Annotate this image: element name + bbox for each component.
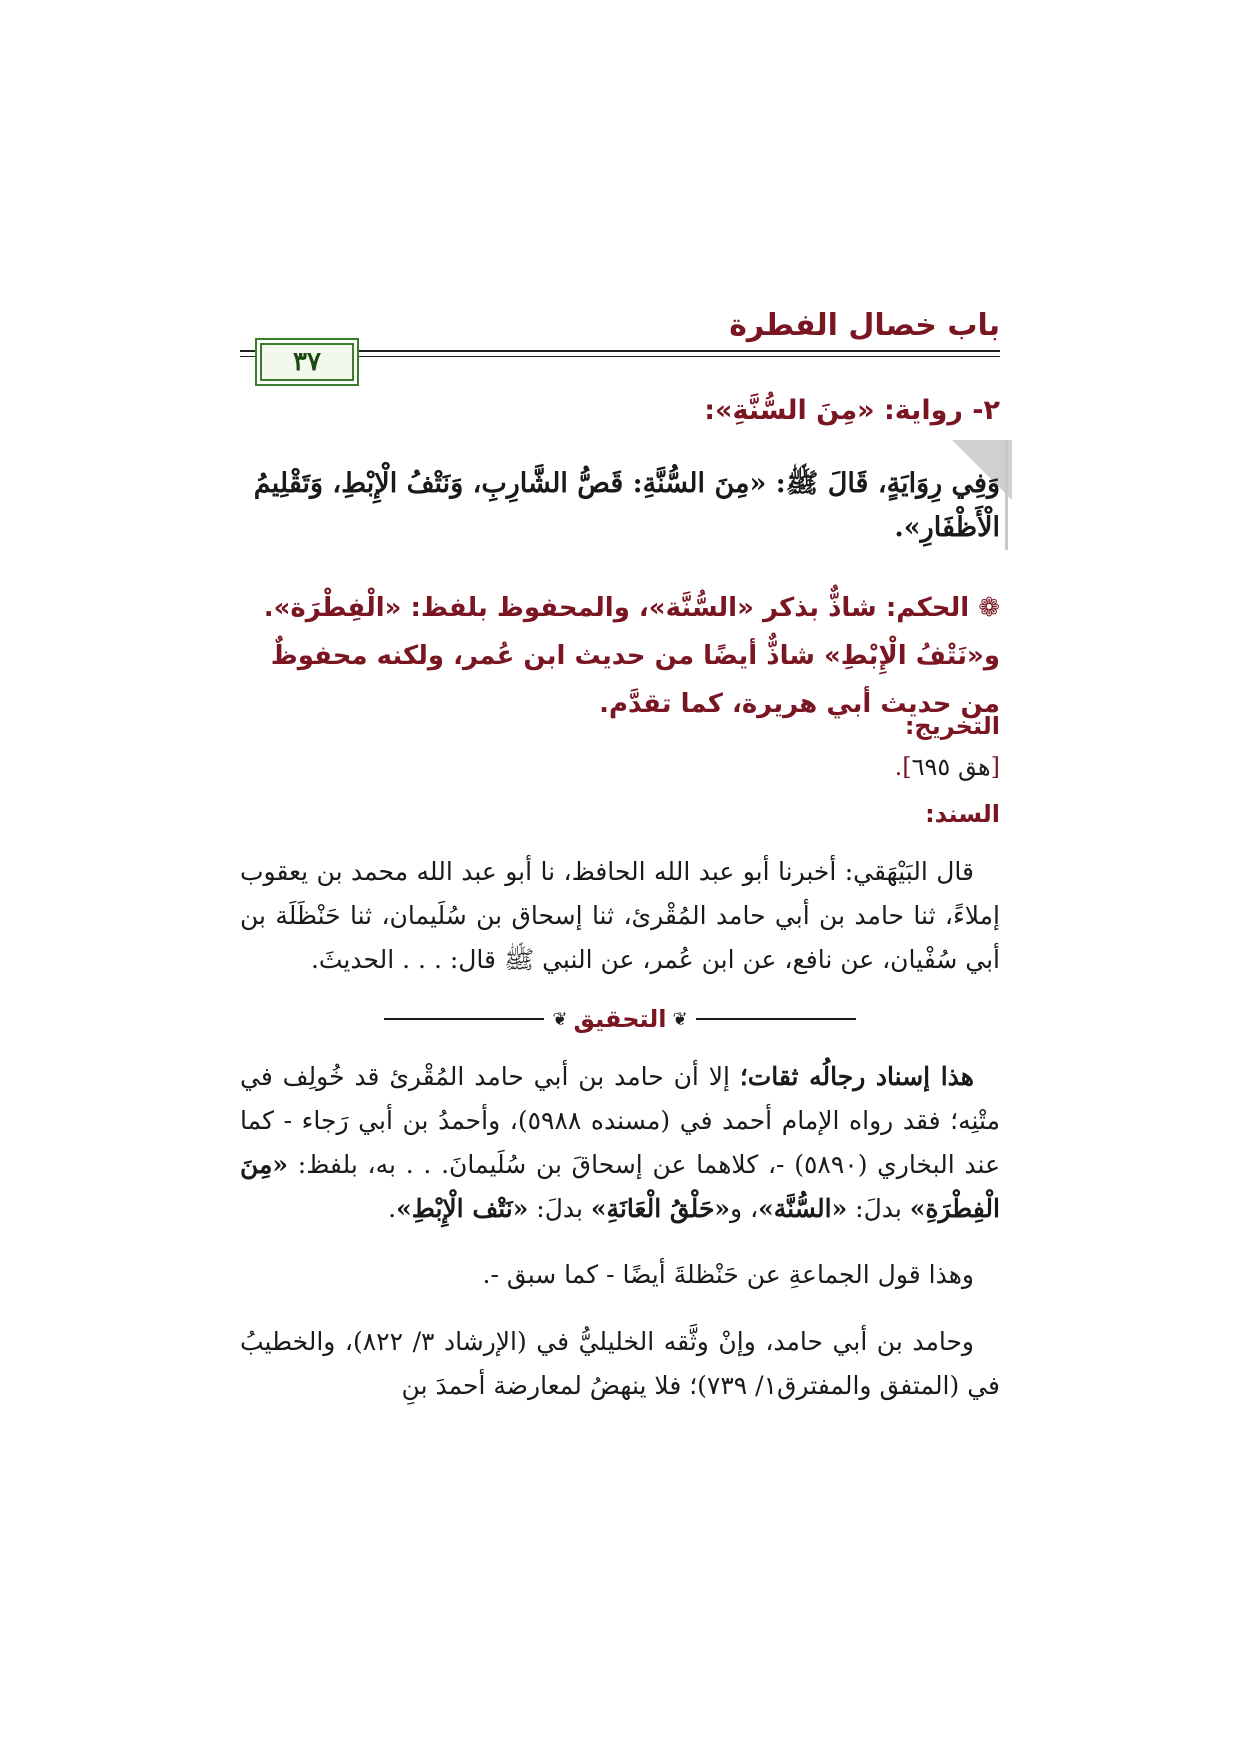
sanad-heading: السند: xyxy=(925,800,1000,828)
takhrij-reference xyxy=(895,753,1000,781)
verdict-block xyxy=(240,584,1000,728)
tahqiq-paragraph-3: وحامد بن أبي حامد، وإنْ وثَّقه الخليليُّ في (الإرشاد ٣/ ٨٢٢)، والخطيبُ في (المتفق والمفترق١/ ٧٣٩)؛ فلا ينهضُ لمعارضة أحمدَ بنِ xyxy=(240,1327,1000,1400)
sanad-text: قال البَيْهَقي: أخبرنا أبو عبد الله الحافظ، نا أبو عبد الله محمد بن يعقوب إملاءً، ثنا حامد بن أبي حامد المُقْرئ، ثنا إسحاق بن سُلَيمان، ثنا حَنْظَلَة بن أبي سُفْيان، عن نافع، عن ابن عُمر، عن النبي ﷺ قال: . . . الحديثَ. xyxy=(240,857,1000,974)
tahqiq-p1-mid-2: ، و xyxy=(730,1194,759,1223)
verdict-label: الحكم: xyxy=(885,593,970,623)
tahqiq-p1-quote-2: «السُّنَّة» xyxy=(758,1194,848,1223)
tahqiq-p1-quote-4: «نَتْف الْإِبْطِ» xyxy=(396,1194,529,1223)
page-number-badge xyxy=(255,338,359,386)
tahqiq-paragraph-2: وهذا قول الجماعةِ عن حَنْظلةَ أيضًا - كما سبق -. xyxy=(482,1260,974,1289)
divider-line-right xyxy=(696,1018,856,1020)
verdict-text: شاذٌّ بذكر «السُّنَّة»، والمحفوظ بلفظ: «الْفِطْرَة». و«نَتْفُ الْإِبْطِ» شاذٌّ أيضًا من حديث ابن عُمر، ولكنه محفوظٌ من حديث أبي هريرة، كما تقدَّم. xyxy=(263,593,1000,719)
tahqiq-paragraph-1 xyxy=(240,1055,1000,1231)
flower-icon: ❁ xyxy=(978,593,1000,623)
tahqiq-p1-mid-1: بدلَ: xyxy=(847,1194,910,1223)
tahqiq-p1-quote-1: «مِنَ الْفِطْرَةِ» xyxy=(240,1150,1000,1223)
ref-open-bracket: [ xyxy=(990,753,1000,781)
tahqiq-p1-text: إلا أن حامد بن أبي حامد المُقْرئ قد خُولِف في متْنِه؛ فقد رواه الإمام أحمد في (مسنده ٥٩٨٨)، وأحمدُ بن أبي رَجاء - كما عند البخاري (٥٨٩٠) -، كلاهما عن إسحاقَ بن سُلَيمانَ. . . به، بلفظ: xyxy=(240,1062,1000,1179)
chapter-title: باب خصال الفطرة xyxy=(729,308,1000,343)
tahqiq-heading: التحقيق xyxy=(573,1005,667,1033)
page-number: ٣٧ xyxy=(293,347,321,377)
hadith-edge-ornament xyxy=(1005,440,1008,550)
ref-text: هق ٦٩٥ xyxy=(911,753,991,781)
hadith-text: وَفِي رِوَايَةٍ، قَالَ ﷺ: «مِنَ السُّنَّةِ: قَصُّ الشَّارِبِ، وَنَتْفُ الْإِبْطِ، وَتَقْلِيمُ الْأَظْفَارِ». xyxy=(253,468,1000,543)
divider-line-left xyxy=(384,1018,544,1020)
ornament-icon: ❦ xyxy=(672,1008,688,1030)
section-heading: ٢- رواية: «مِنَ السُّنَّةِ»: xyxy=(704,395,1000,426)
takhrij-heading: التخريج: xyxy=(904,712,1000,740)
tahqiq-p1-mid-3: بدلَ: xyxy=(528,1194,591,1223)
ornament-icon: ❦ xyxy=(552,1008,568,1030)
tahqiq-p1-end: . xyxy=(388,1194,397,1223)
tahqiq-p1-bold: هذا إسناد رجالُه ثقات؛ xyxy=(739,1062,974,1091)
ref-close-bracket: ]. xyxy=(894,753,912,781)
tahqiq-p1-quote-3: «حَلْقُ الْعَانَةِ» xyxy=(590,1194,731,1223)
tahqiq-divider xyxy=(240,1004,1000,1034)
